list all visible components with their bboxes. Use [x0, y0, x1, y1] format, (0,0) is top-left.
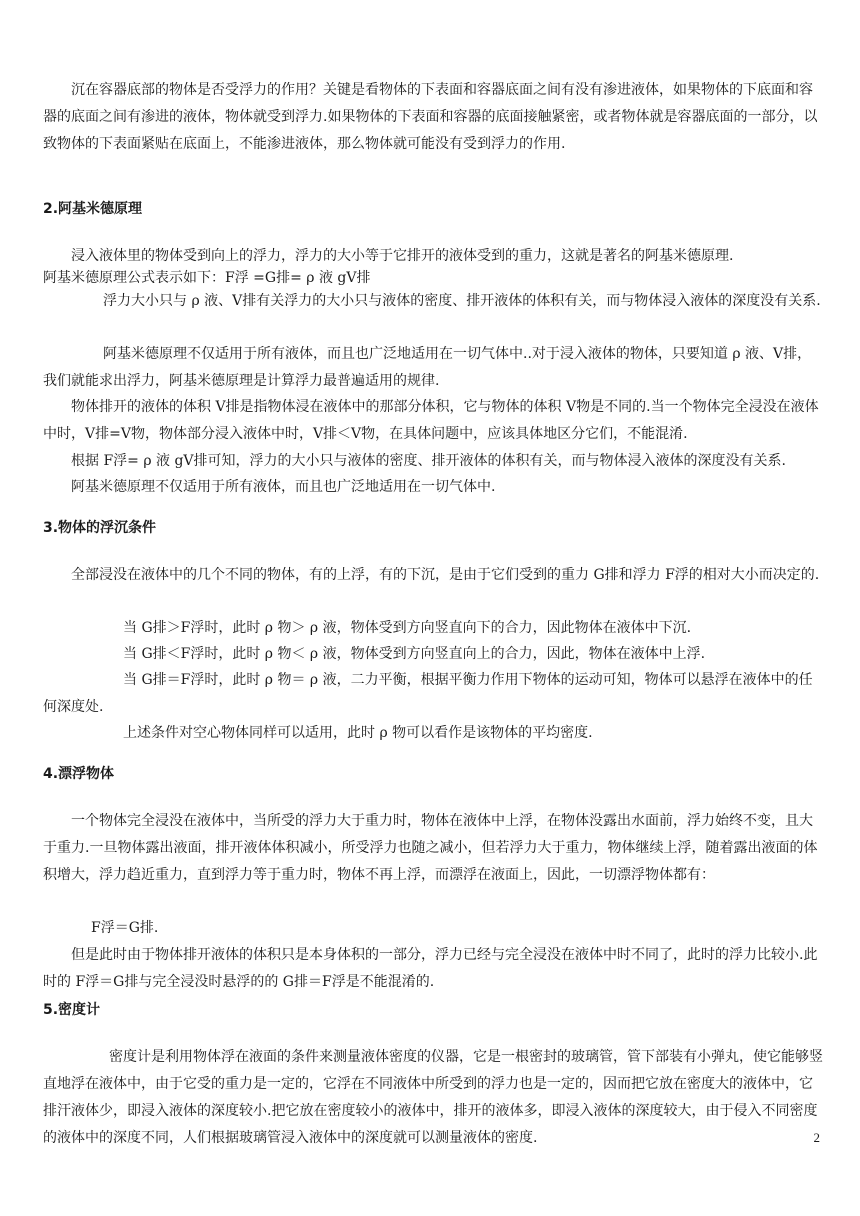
section-5-heading: 5.密度计	[43, 1002, 101, 1018]
s2-paragraph-5: 物体排开的液体的体积 V排是指物体浸在液体中的那部分体积，它与物体的体积 V物是不同的.当一个物体完全浸没在液体中时，V排=V物，物体部分浸入液体中时，V排＜V物，在具体问题中，应该具体地区分它们，不能混淆.	[43, 399, 819, 442]
s2-formula-line: 阿基米德原理公式表示如下：F浮 =G排= ρ 液 gV排	[43, 270, 371, 286]
s3-paragraph-3: 当 G排＜F浮时，此时 ρ 物＜ ρ 液，物体受到方向竖直向上的合力，因此，物体在液体中上浮.	[123, 646, 706, 662]
intro-paragraph: 沉在容器底部的物体是否受浮力的作用？关键是看物体的下表面和容器底面之间有没有渗进液体，如果物体的下底面和容器的底面之间有渗进的液体，物体就受到浮力.如果物体的下表面和容器的底面接触紧密，或者物体就是容器底面的一部分，以致物体的下表面紧贴在底面上，不能渗进液体，那么物体就可能没有受到浮力的作用.	[43, 82, 818, 152]
section-3-heading: 3.物体的浮沉条件	[43, 520, 157, 536]
s5-paragraph-1: 密度计是利用物体浮在液面的条件来测量液体密度的仪器，它是一根密封的玻璃管，管下部装有小弹丸，使它能够竖直地浮在液体中，由于它受的重力是一定的，它浮在不同液体中所受到的浮力也是一定的，因而把它放在密度大的液体中，它排汗液体少，即浸入液体的深度较小.把它放在密度较小的液体中，排开的液体多，即浸入液体的深度较大，由于侵入不同密度的液体中的深度不同，人们根据玻璃管浸入液体中的深度就可以测量液体的密度.	[43, 1049, 823, 1146]
s4-paragraph-1: 一个物体完全浸没在液体中，当所受的浮力大于重力时，物体在液体中上浮，在物体没露出水面前，浮力始终不变，且大于重力.一旦物体露出液面，排开液体体积减小，所受浮力也随之减小，但若浮力大于重力，物体继续上浮，随着露出液面的体积增大，浮力趋近重力，直到浮力等于重力时，物体不再上浮，而漂浮在液面上，因此，一切漂浮物体都有：	[43, 813, 818, 883]
s2-paragraph-7: 阿基米德原理不仅适用于所有液体，而且也广泛地适用在一切气体中.	[71, 479, 496, 495]
s3-paragraph-2: 当 G排＞F浮时，此时 ρ 物＞ ρ 液，物体受到方向竖直向下的合力，因此物体在液体中下沉.	[123, 620, 692, 636]
page-number: 2	[813, 1130, 820, 1145]
s3-paragraph-4: 当 G排＝F浮时，此时 ρ 物＝ ρ 液，二力平衡，根据平衡力作用下物体的运动可知，物体可以悬浮在液体中的任何深度处.	[43, 672, 813, 715]
s3-paragraph-1: 全部浸没在液体中的几个不同的物体，有的上浮，有的下沉，是由于它们受到的重力 G排和浮力 F浮的相对大小而决定的.	[71, 567, 820, 583]
s2-paragraph-3: 浮力大小只与 ρ 液、V排有关浮力的大小只与液体的密度、排开液体的体积有关，而与物体浸入液体的深度没有关系.	[103, 293, 821, 309]
s4-paragraph-3: 但是此时由于物体排开液体的体积只是本身体积的一部分，浮力已经与完全浸没在液体中时不同了，此时的浮力比较小.此时的 F浮＝G排与完全浸没时悬浮的的 G排＝F浮是不能混淆的.	[43, 947, 818, 990]
s2-paragraph-4: 阿基米德原理不仅适用于所有液体，而且也广泛地适用在一切气体中..对于浸入液体的物体，只要知道 ρ 液、V排，我们就能求出浮力，阿基米德原理是计算浮力最普遍适用的规律.	[43, 346, 812, 389]
s2-paragraph-6: 根据 F浮= ρ 液 gV排可知，浮力的大小只与液体的密度、排开液体的体积有关，而与物体浸入液体的深度没有关系.	[71, 453, 786, 469]
s3-paragraph-5: 上述条件对空心物体同样可以适用，此时 ρ 物可以看作是该物体的平均密度.	[123, 725, 593, 741]
section-4-heading: 4.漂浮物体	[43, 766, 115, 782]
s2-paragraph-1: 浸入液体里的物体受到向上的浮力，浮力的大小等于它排开的液体受到的重力，这就是著名的阿基米德原理.	[71, 248, 734, 264]
s4-formula-line: F浮＝G排.	[91, 920, 159, 936]
section-2-heading: 2.阿基米德原理	[43, 201, 143, 217]
